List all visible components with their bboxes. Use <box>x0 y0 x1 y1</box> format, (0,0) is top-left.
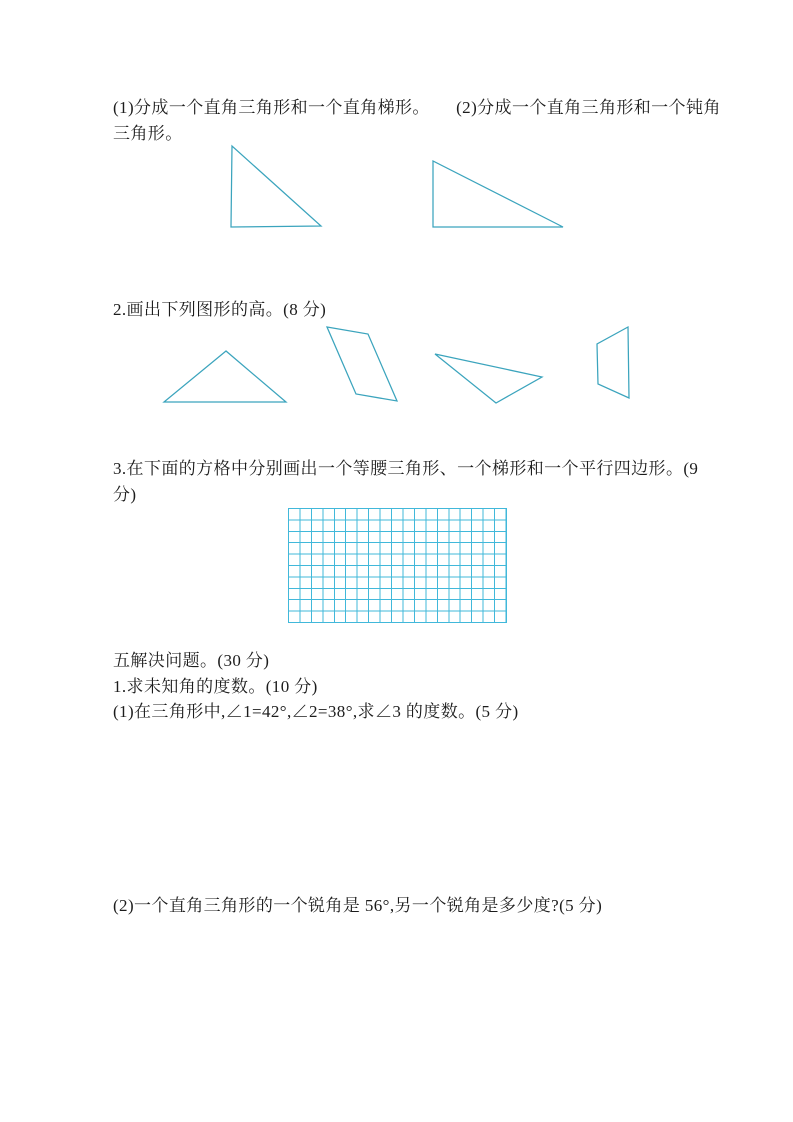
section-5-heading: 五解决问题。(30 分) <box>113 651 270 670</box>
obtuse-triangle-figure <box>435 354 542 403</box>
right-trapezoid-figure <box>597 327 629 398</box>
acute-triangle-figure <box>164 351 286 402</box>
problem-1-part1: (1)在三角形中,∠1=42°,∠2=38°,求∠3 的度数。(5 分) <box>113 702 519 721</box>
right-triangle-2-figure <box>433 161 563 227</box>
question-draw-height: 2.画出下列图形的高。(8 分) <box>113 300 327 319</box>
question-split-line2: 三角形。 <box>113 124 183 143</box>
problem-1-heading: 1.求未知角的度数。(10 分) <box>113 677 318 696</box>
question-split-line1: (1)分成一个直角三角形和一个直角梯形。 (2)分成一个直角三角形和一个钝角 <box>113 98 721 117</box>
question-grid-draw-line2: 分) <box>113 485 137 504</box>
question-grid-draw-line1: 3.在下面的方格中分别画出一个等腰三角形、一个梯形和一个平行四边形。(9 <box>113 459 699 478</box>
drawing-grid <box>288 508 507 623</box>
right-triangle-1-figure <box>231 146 321 227</box>
parallelogram-figure <box>327 327 397 401</box>
problem-1-part2: (2)一个直角三角形的一个锐角是 56°,另一个锐角是多少度?(5 分) <box>113 896 603 915</box>
